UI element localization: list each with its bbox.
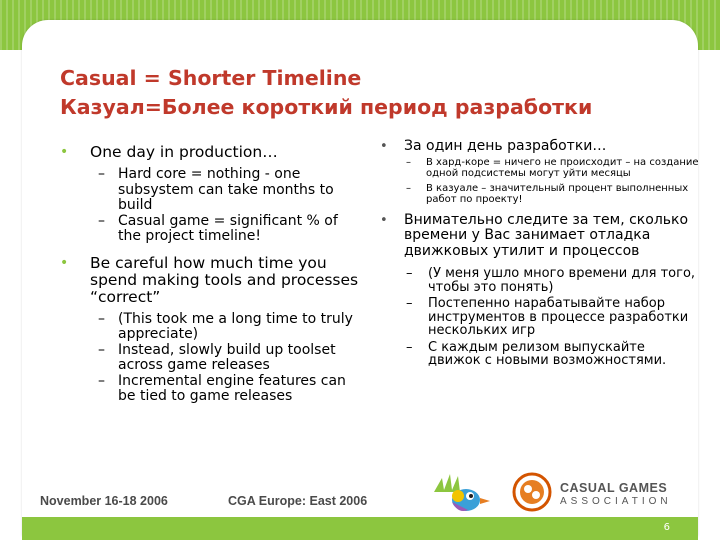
- sub-bullet-text: В хард-коре = ничего не происходит – на создание одной подсистемы могут уйти месяцы: [426, 156, 699, 179]
- sub-bullet-text: Hard core = nothing - one subsystem can take months to build: [118, 166, 334, 213]
- sub-bullet-item: [60, 343, 360, 374]
- dash-icon: –: [98, 341, 105, 358]
- bullet-item: [60, 255, 360, 306]
- dash-icon: –: [406, 156, 411, 168]
- sub-bullet-text: Instead, slowly build up toolset across game releases: [118, 341, 336, 373]
- bullet-dot-icon: •: [380, 139, 388, 154]
- bird-logo-icon: [428, 468, 492, 518]
- dash-icon: –: [406, 182, 411, 194]
- dash-icon: –: [406, 339, 413, 355]
- bullet-text: One day in production…: [90, 143, 278, 161]
- footer-date: November 16-18 2006: [40, 494, 168, 508]
- cga-logo-line1: CASUAL GAMES: [560, 481, 668, 495]
- sub-bullet-text: В казуале – значительный процент выполненных работ по проекту!: [426, 182, 689, 205]
- bullet-text: За один день разработки…: [404, 138, 607, 154]
- bullet-dot-icon: •: [60, 144, 69, 160]
- bullet-dot-icon: •: [60, 254, 69, 271]
- sub-bullet-item: [60, 214, 360, 245]
- sub-bullet-text: Incremental engine features can be tied to game releases: [118, 372, 346, 404]
- left-column: [60, 144, 360, 405]
- bullet-dot-icon: •: [380, 212, 388, 228]
- dash-icon: –: [406, 266, 413, 281]
- dash-icon: –: [98, 166, 105, 182]
- sub-bullet-text: С каждым релизом выпускайте движок с новыми возможностями.: [428, 339, 667, 368]
- dash-icon: –: [406, 296, 413, 311]
- dash-icon: –: [98, 310, 105, 327]
- cga-logo-line2: ASSOCIATION: [560, 496, 672, 507]
- bullet-text: Внимательно следите за тем, сколько времени у Вас занимает отладка движковых утилит и процессов: [404, 211, 689, 259]
- bullet-item: [60, 144, 360, 161]
- sub-bullet-text: (This took me a long time to truly appreciate): [118, 310, 353, 342]
- bottom-green-bar: [22, 517, 698, 540]
- sub-bullet-item: [380, 157, 700, 179]
- sub-bullet-text: Постепенно нарабатывайте набор инструментов в процессе разработки нескольких игр: [428, 296, 689, 338]
- sub-bullet-item: [380, 183, 700, 205]
- footer-event: CGA Europe: East 2006: [228, 494, 368, 508]
- slide-title: [60, 64, 592, 122]
- title-english: Casual = Shorter Timeline: [60, 66, 362, 90]
- bullet-item: [380, 139, 700, 155]
- sub-bullet-item: [380, 267, 700, 294]
- sub-bullet-text: (У меня ушло много времени для того, чтобы это понять): [428, 266, 696, 295]
- page-number: 6: [663, 522, 670, 533]
- bullet-item: [380, 213, 700, 260]
- sub-bullet-text: Casual game = significant % of the project timeline!: [118, 212, 338, 244]
- dash-icon: –: [98, 372, 105, 389]
- sub-bullet-item: [380, 341, 700, 368]
- dash-icon: –: [98, 212, 105, 229]
- sub-bullet-item: [380, 297, 700, 338]
- sub-bullet-item: [60, 312, 360, 343]
- title-russian: Казуал=Более короткий период разработки: [60, 95, 593, 119]
- sub-bullet-item: [60, 167, 360, 214]
- sub-bullet-item: [60, 374, 360, 405]
- right-column: [380, 139, 700, 368]
- bullet-text: Be careful how much time you spend making tools and processes “correct”: [90, 253, 359, 306]
